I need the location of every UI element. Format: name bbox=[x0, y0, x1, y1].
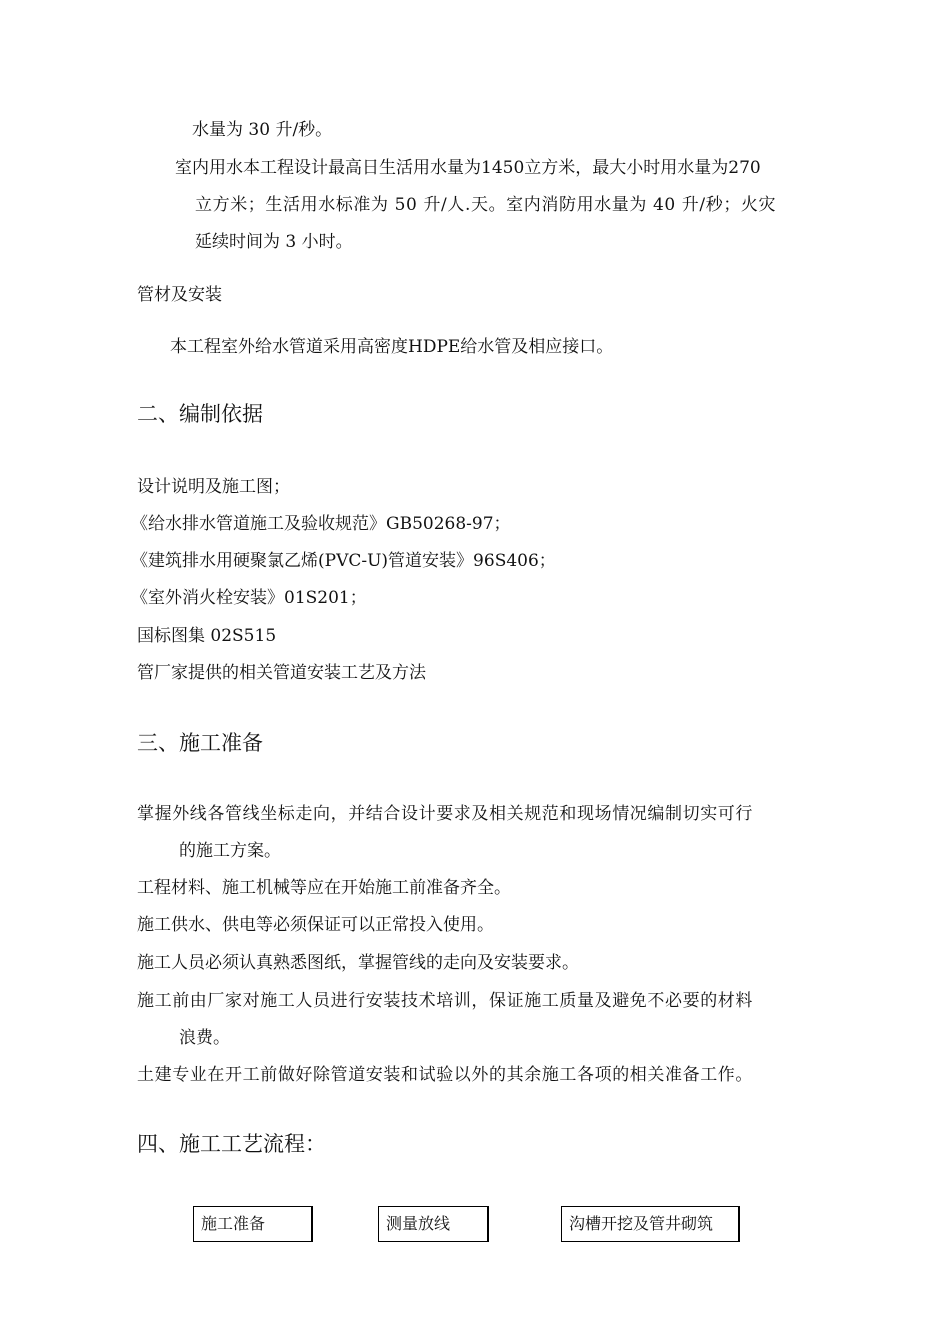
flow-box-preparation: 施工准备 bbox=[193, 1206, 313, 1242]
preparation-item-4: 施工人员必须认真熟悉图纸，掌握管线的走向及安装要求。 bbox=[137, 953, 579, 973]
preparation-item-1-line-2: 的施工方案。 bbox=[179, 841, 281, 861]
preparation-item-2: 工程材料、施工机械等应在开始施工前准备齐全。 bbox=[137, 878, 511, 898]
indoor-water-line-1: 室内用水本工程设计最高日生活用水量为1450立方米，最大小时用水量为270 bbox=[175, 158, 761, 178]
basis-item: 《建筑排水用硬聚氯乙烯(PVC-U)管道安装》96S406； bbox=[131, 551, 556, 571]
basis-item: 管厂家提供的相关管道安装工艺及方法 bbox=[137, 663, 426, 683]
section-heading-process-flow: 四、施工工艺流程： bbox=[137, 1132, 326, 1156]
basis-item: 《室外消火栓安装》01S201； bbox=[131, 588, 367, 608]
pipe-text: 本工程室外给水管道采用高密度HDPE给水管及相应接口。 bbox=[170, 337, 614, 357]
preparation-item-1-line-1: 掌握外线各管线坐标走向，并结合设计要求及相关规范和现场情况编制切实可行 bbox=[137, 804, 753, 824]
water-flow-line: 水量为 30 升/秒。 bbox=[192, 120, 333, 140]
basis-item: 设计说明及施工图； bbox=[137, 477, 290, 497]
preparation-item-3: 施工供水、供电等必须保证可以正常投入使用。 bbox=[137, 915, 494, 935]
indoor-water-line-2: 立方米；生活用水标准为 50 升/人.天。室内消防用水量为 40 升/秒；火灾 bbox=[195, 195, 777, 215]
flow-box-survey: 测量放线 bbox=[378, 1206, 489, 1242]
preparation-item-5-line-2: 浪费。 bbox=[179, 1028, 230, 1048]
basis-item: 《给水排水管道施工及验收规范》GB50268-97； bbox=[131, 514, 511, 534]
basis-item: 国标图集 02S515 bbox=[137, 626, 277, 646]
section-heading-preparation: 三、施工准备 bbox=[137, 731, 263, 755]
pipe-subheading: 管材及安装 bbox=[137, 285, 222, 305]
preparation-item-6: 土建专业在开工前做好除管道安装和试验以外的其余施工各项的相关准备工作。 bbox=[137, 1065, 753, 1085]
section-heading-basis: 二、编制依据 bbox=[137, 402, 263, 426]
preparation-item-5-line-1: 施工前由厂家对施工人员进行安装技术培训，保证施工质量及避免不必要的材料 bbox=[137, 991, 753, 1011]
flow-box-trench-excavation: 沟槽开挖及管井砌筑 bbox=[561, 1206, 740, 1242]
indoor-water-line-3: 延续时间为 3 小时。 bbox=[195, 232, 353, 252]
